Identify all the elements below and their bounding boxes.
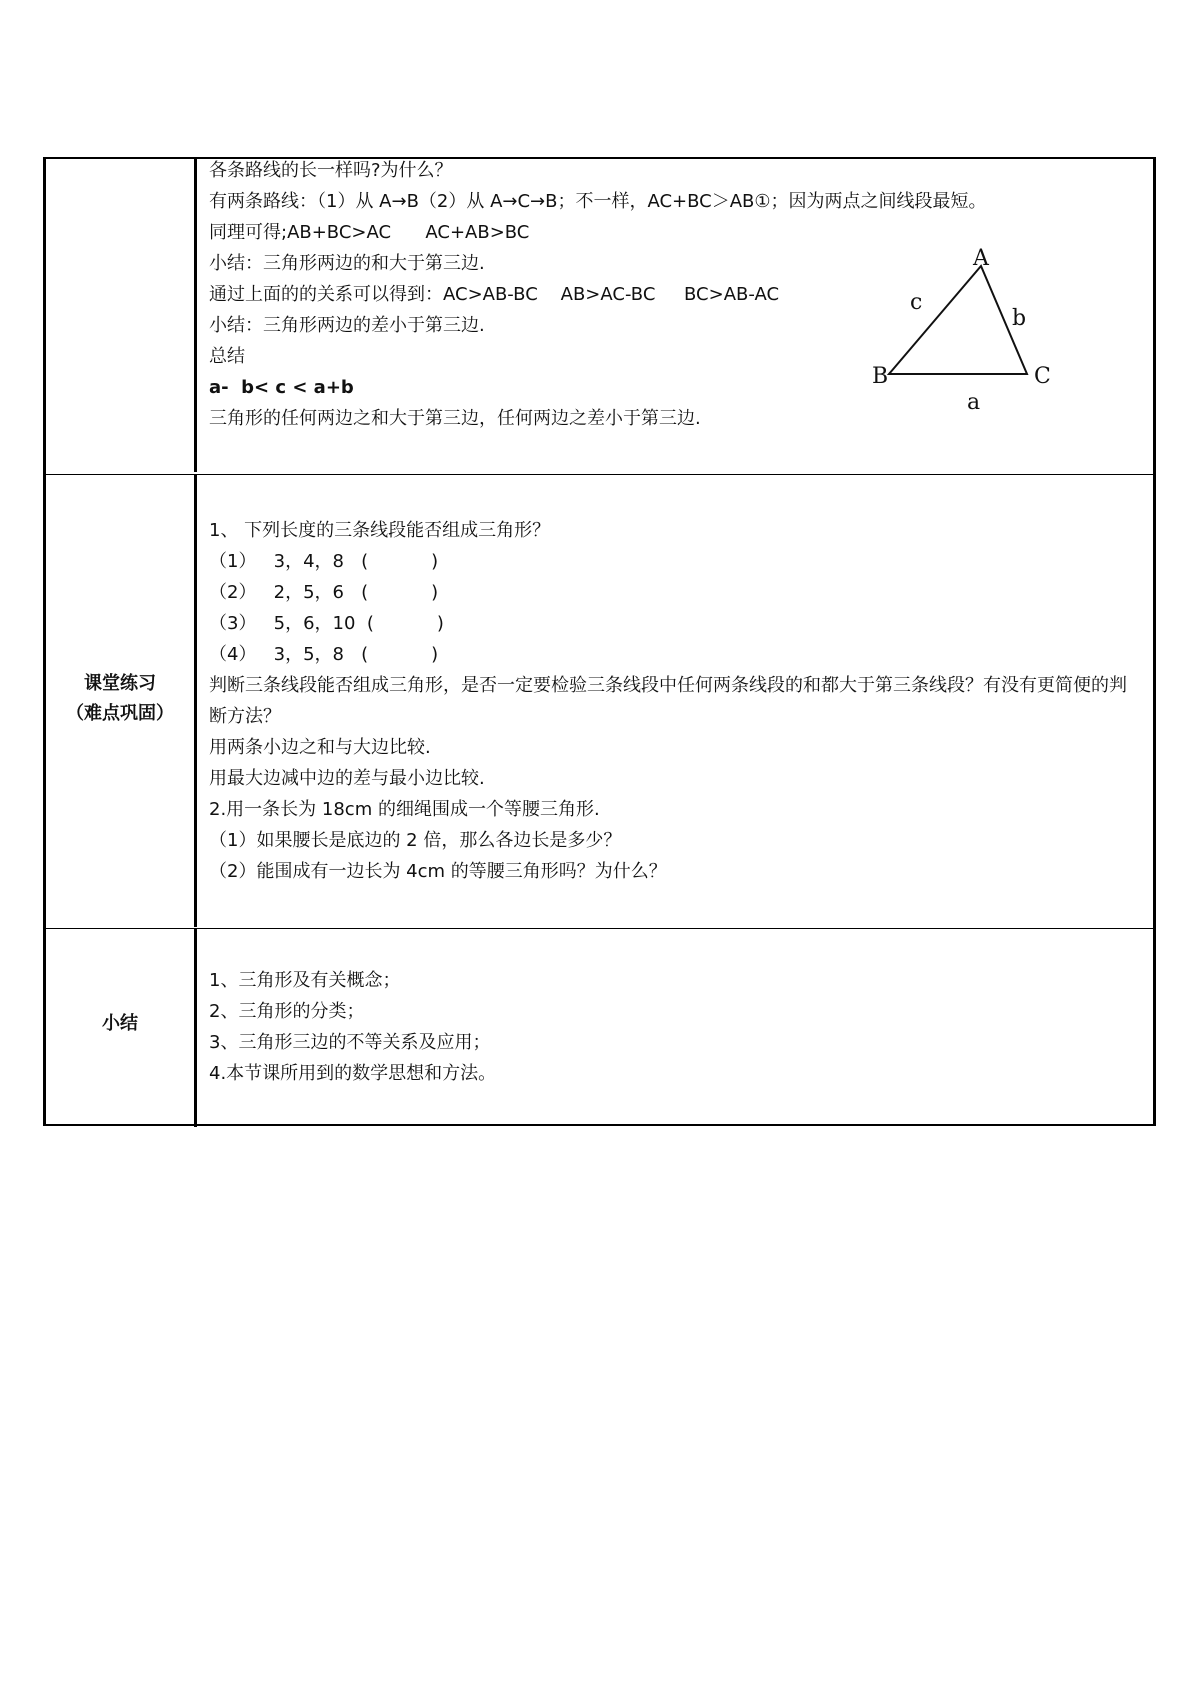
vertex-b-label: B — [872, 364, 889, 389]
text-line: 通过上面的的关系可以得到：AC>AB-BC AB>AC-BC BC>AB-AC — [209, 284, 780, 305]
text-line: 2.用一条长为 18cm 的细绳围成一个等腰三角形. — [209, 799, 600, 820]
side-c-label: c — [910, 290, 923, 315]
text-line: （1）如果腰长是底边的 2 倍，那么各边长是多少？ — [209, 830, 622, 851]
lesson-table — [43, 157, 1156, 1126]
text-line: （2）能围成有一边长为 4cm 的等腰三角形吗？为什么？ — [209, 861, 667, 882]
text-line: 各条路线的长一样吗?为什么？ — [209, 160, 453, 181]
practice-label-subtitle: （难点巩固） — [66, 703, 174, 724]
column-divider — [194, 929, 197, 1127]
text-line: 小结：三角形两边的和大于第三边. — [209, 253, 485, 274]
table-row-derivation — [46, 159, 1153, 472]
summary-item: 2、三角形的分类； — [209, 1001, 365, 1022]
triangle-diagram — [872, 246, 1081, 424]
practice-label-title: 课堂练习 — [84, 673, 156, 694]
summary-content — [209, 965, 1143, 1089]
summary-item: 4.本节课所用到的数学思想和方法。 — [209, 1063, 497, 1084]
summary-item: 1、三角形及有关概念； — [209, 970, 401, 991]
table-row-summary — [46, 928, 1153, 1127]
vertex-a-label: A — [973, 246, 989, 271]
triangle-shape — [889, 266, 1027, 374]
practice-label — [46, 669, 194, 729]
vertex-c-label: C — [1034, 364, 1051, 389]
text-line: 总结 — [209, 346, 245, 367]
text-paragraph: 判断三条线段能否组成三角形，是否一定要检验三条线段中任何两条线段的和都大于第三条线段？有没有更简便的判断方法？ — [209, 675, 1127, 727]
table-row-practice — [46, 474, 1153, 927]
summary-label: 小结 — [102, 1013, 138, 1034]
exercise-item: （3） 5，6，10 ( ) — [209, 613, 444, 634]
practice-content — [209, 515, 1143, 887]
inequality-formula: a- b< c < a+b — [209, 377, 354, 398]
column-divider — [194, 159, 197, 472]
text-line: 同理可得;AB+BC>AC AC+AB>BC — [209, 222, 530, 243]
side-a-label: a — [967, 390, 981, 415]
exercise-item: （2） 2，5，6 ( ) — [209, 582, 439, 603]
text-line: 1、 下列长度的三条线段能否组成三角形？ — [209, 520, 551, 541]
text-line: 有两条路线：（1）从 A→B（2）从 A→C→B；不一样，AC+BC＞AB①；因为两点之间线段最短。 — [209, 191, 987, 212]
side-b-label: b — [1012, 306, 1027, 331]
exercise-item: （1） 3，4，8 ( ) — [209, 551, 439, 572]
summary-item: 3、三角形三边的不等关系及应用； — [209, 1032, 491, 1053]
column-divider — [194, 475, 197, 927]
text-line: 三角形的任何两边之和大于第三边，任何两边之差小于第三边. — [209, 408, 701, 429]
text-line: 用两条小边之和与大边比较. — [209, 737, 431, 758]
text-line: 小结：三角形两边的差小于第三边. — [209, 315, 485, 336]
text-line: 用最大边减中边的差与最小边比较. — [209, 768, 485, 789]
exercise-item: （4） 3，5，8 ( ) — [209, 644, 439, 665]
